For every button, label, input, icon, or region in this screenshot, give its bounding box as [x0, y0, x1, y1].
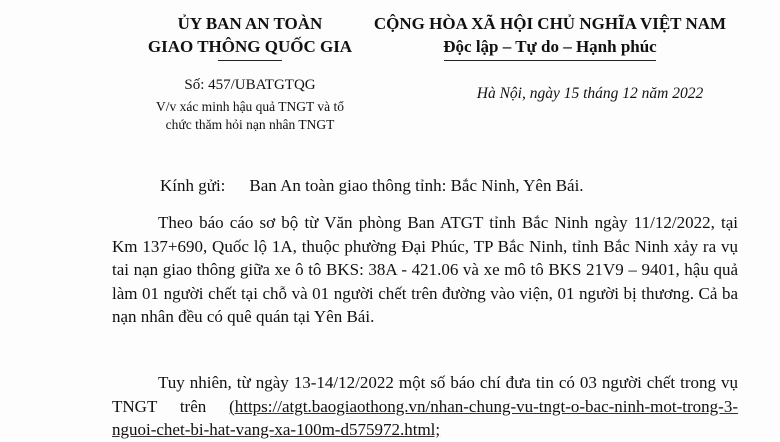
document-number: Số: 457/UBATGTQG — [184, 77, 316, 93]
paragraph-2-text: Tuy nhiên, từ ngày 13-14/12/2022 một số báo chí đưa tin có 03 người chết trong vụ TNGT trên — [112, 373, 738, 416]
agency-name-line1: ỦY BAN AN TOÀN — [177, 14, 323, 33]
document-subject — [120, 98, 380, 134]
source-link[interactable]: (https://atgt.baogiaothong.vn/nhan-chung-vu-tngt-o-bac-ninh-mot-trong-3-nguoi-chet-bi-hat-vang-xa-100m-d575972.html; — [112, 396, 738, 439]
motto-underline — [444, 60, 656, 61]
national-motto-header — [362, 12, 738, 61]
subject-line1: V/v xác minh hậu quả TNGT và tổ — [155, 99, 345, 114]
paragraph-1-text: Theo báo cáo sơ bộ từ Văn phòng Ban ATGT tỉnh Bắc Ninh ngày 11/12/2022, tại Km 137+690, Quốc lộ 1A, thuộc phường Đại Phúc, TP Bắc Ninh, tỉnh Bắc Ninh xảy ra vụ tai nạn giao thông giữa xe ô tô BKS: 38A - 421.06 và xe mô tô BKS 21V9 – 9401, hậu quả làm 01 người chết tại chỗ và 01 người chết trên đường vào viện, 01 người bị thương. Cả ba nạn nhân đều có quê quán tại Yên Bái. — [112, 213, 738, 326]
place-and-date: Hà Nội, ngày 15 tháng 12 năm 2022 — [476, 85, 704, 102]
agency-underline — [218, 60, 282, 61]
country-name: CỘNG HÒA XÃ HỘI CHỦ NGHĨA VIỆT NAM — [373, 14, 727, 33]
body-paragraph-2 — [112, 371, 738, 442]
agency-name-line2: GIAO THÔNG QUỐC GIA — [147, 37, 353, 56]
issuing-agency-header — [120, 12, 380, 61]
national-motto: Độc lập – Tự do – Hạnh phúc — [443, 37, 657, 56]
greeting-line — [160, 175, 584, 197]
greeting-label: Kính gửi: — [160, 176, 226, 195]
subject-line2: chức thăm hỏi nạn nhân TNGT — [165, 117, 335, 132]
greeting-recipient: Ban An toàn giao thông tỉnh: Bắc Ninh, Yên Bái. — [249, 176, 584, 195]
body-paragraph-1 — [112, 211, 738, 329]
